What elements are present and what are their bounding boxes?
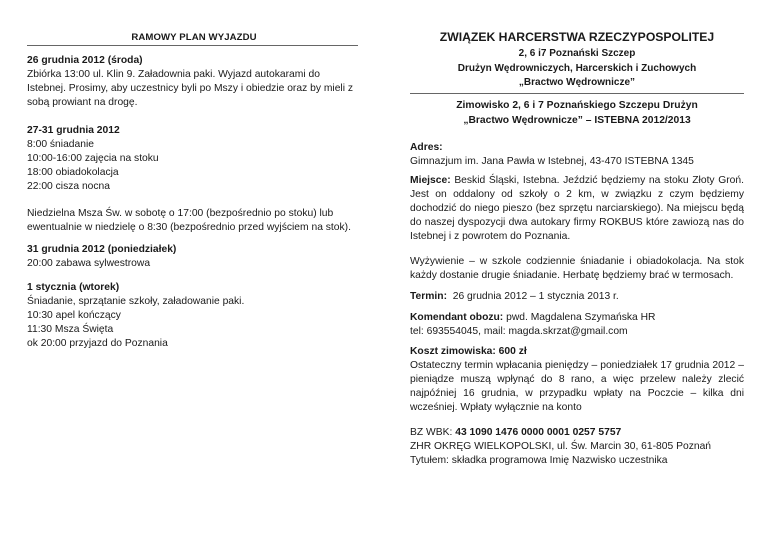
day-block-27-31-dec [27,124,361,194]
day-block-31-dec [27,243,361,271]
place-section [410,174,744,244]
commander-text: pwd. Magdalena Szymańska HR [506,312,656,323]
term-text: 26 grudnia 2012 – 1 stycznia 2013 r. [452,291,619,302]
organization-subtitle [410,47,744,91]
day-line: 10:30 apel kończący [27,310,121,321]
mass-line: Niedzielna Msza Św. w sobotę o 17:00 (bezpośrednio po stoku) lub [27,208,334,219]
address-label: Adres: [410,142,443,153]
cost-text: Ostateczny termin wpłacania pieniędzy – poniedziałek 17 grudnia 2012 – pieniądze muszą wpłynąć do 8 rano, a więc przelew należy zlecić najpóźniej 16 grudnia, w przypadku wpłaty na Poczcie – kilka dni wcześniej. Wpłaty wyłącznie na konto [410,360,744,413]
day-line: ok 20:00 przyjazd do Poznania [27,338,168,349]
camp-title-line: „Bractwo Wędrownicze” – ISTEBNA 2012/2013 [463,115,691,126]
organization-line: Drużyn Wędrowniczych, Harcerskich i Zuchowych [457,62,697,74]
header-divider [410,93,744,94]
organization-title: ZWIĄZEK HARCERSTWA RZECZYPOSPOLITEJ [439,30,715,44]
bank-transfer-title: Tytułem: składka programowa Imię Nazwisko uczestnika [410,455,668,466]
commander-label: Komendant obozu: [410,312,504,323]
place-text: Beskid Śląski, Istebna. Jeździć będziemy na stoku Złoty Groń. Jest on oddalony od szkoły o 2 km, w związku z czym będziemy dochodzić do niego pieszo (bez sprzętu narciarskiego). Na miejscu będą do naszej dyspozycji dwa autokary firmy ROKBUS które zawiozą nas do Istebnej i z powrotem do Poznania. [410,175,744,242]
day-date: 31 grudnia 2012 (poniedziałek) [27,244,177,255]
day-line: 18:00 obiadokolacja [27,167,119,178]
camp-title-line: Zimowisko 2, 6 i 7 Poznańskiego Szczepu Drużyn [456,100,698,111]
term-label: Termin: [410,291,447,302]
bank-account: 43 1090 1476 0000 0001 0257 5757 [455,427,622,438]
day-line: 10:00-16:00 zajęcia na stoku [27,153,159,164]
day-date: 26 grudnia 2012 (środa) [27,55,143,66]
contact-text: tel: 693554045, mail: magda.skrzat@gmail.com [410,326,628,337]
day-block-26-dec [27,54,361,110]
organization-line: 2, 6 i7 Poznański Szczep [518,48,636,59]
schedule-divider [27,45,358,46]
term-section [410,290,744,304]
day-line: Śniadanie, sprzątanie szkoły, załadowanie paki. [27,296,245,307]
bank-recipient: ZHR OKRĘG WIELKOPOLSKI, ul. Św. Marcin 30, 61-805 Poznań [410,441,712,452]
camp-title [410,98,744,128]
bank-section [410,426,744,468]
mass-line: ewentualnie w niedzielę o 8:30 (bezpośrednio przed wyjściem na stok). [27,222,351,233]
address-section [410,141,744,169]
cost-section [410,345,744,415]
food-section [410,255,744,283]
day-block-1-jan [27,281,361,351]
day-date: 27-31 grudnia 2012 [27,125,120,136]
day-line: 22:00 cisza nocna [27,181,111,192]
day-line: 11:30 Msza Święta [27,324,114,335]
day-line: sobą prowiant na drogę. [27,97,138,108]
commander-section [410,311,744,339]
bank-label: BZ WBK: [410,427,453,438]
day-line: Zbiórka 13:00 ul. Klin 9. Załadownia paki. Wyjazd autokarami do [27,69,320,80]
mass-note [27,207,361,235]
place-label: Miejsce: [410,175,451,186]
address-text: Gimnazjum im. Jana Pawła w Istebnej, 43-470 ISTEBNA 1345 [410,156,694,167]
food-text: Wyżywienie – w szkole codziennie śniadanie i obiadokolacja. Na stok każdy dostanie drugie śniadanie. Herbatę będziemy brać w termosach. [410,256,744,281]
day-line: 8:00 śniadanie [27,139,94,150]
day-line: Istebnej. Prosimy, aby uczestnicy byli po Mszy i obiedzie oraz by mieli z [27,83,354,94]
day-line: 20:00 zabawa sylwestrowa [27,258,151,269]
organization-line: „Bractwo Wędrownicze” [518,77,636,88]
schedule-title: RAMOWY PLAN WYJAZDU [131,32,257,43]
day-date: 1 stycznia (wtorek) [27,282,120,293]
cost-label: Koszt zimowiska: 600 zł [410,346,527,357]
